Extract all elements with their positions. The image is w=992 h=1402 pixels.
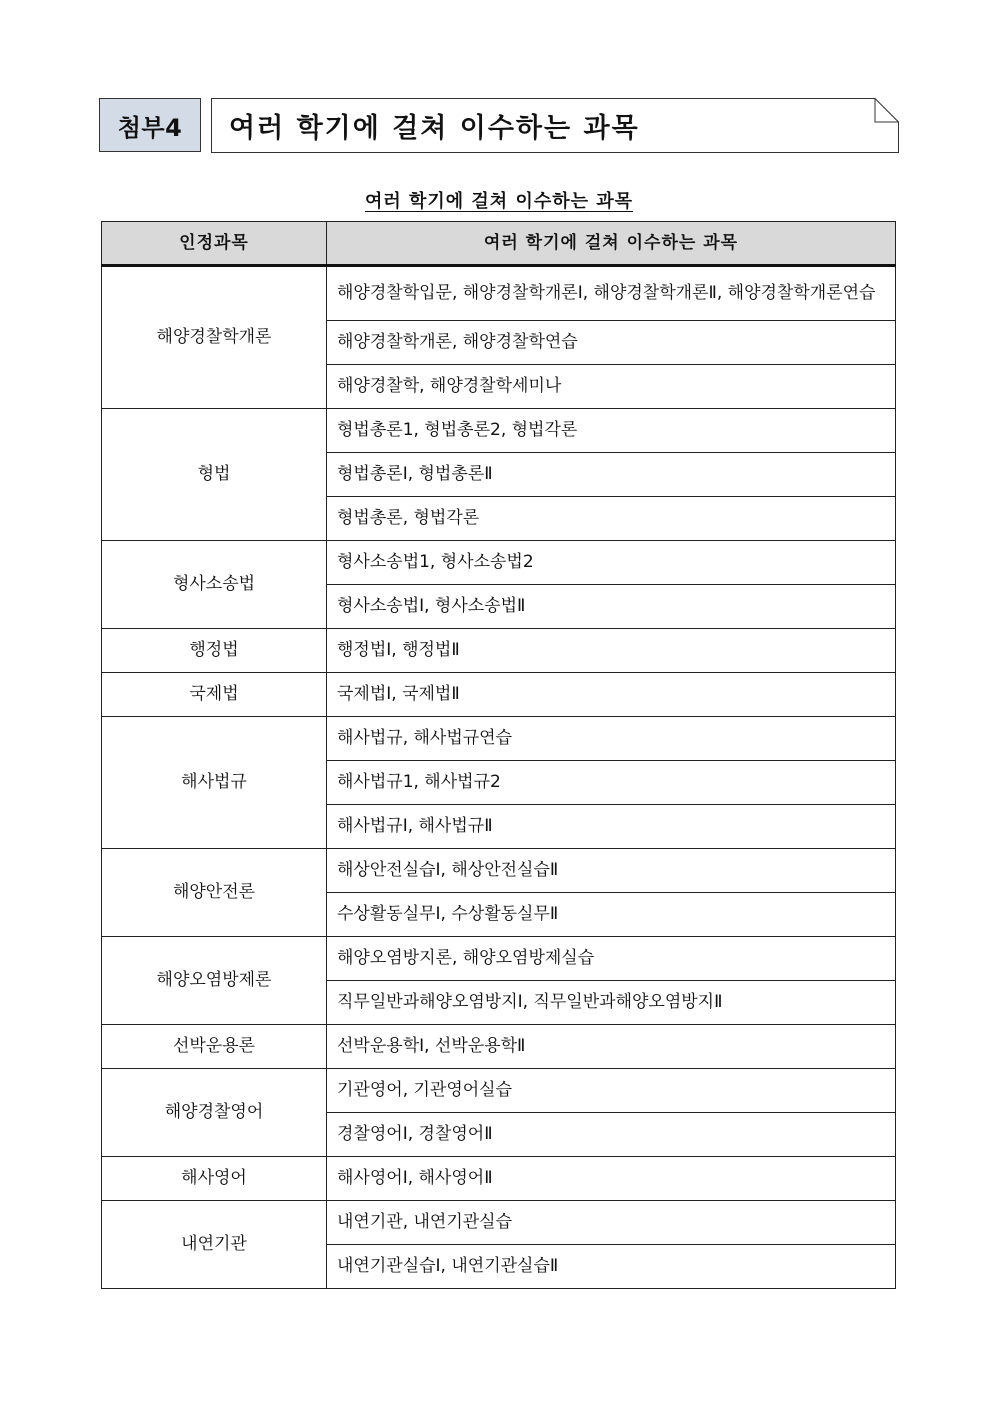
subject-cell: 기관영어, 기관영어실습 [327, 1069, 896, 1113]
category-cell: 국제법 [102, 673, 327, 717]
subject-cell: 형사소송법1, 형사소송법2 [327, 541, 896, 585]
category-cell: 형법 [102, 409, 327, 541]
subject-cell: 수상활동실무Ⅰ, 수상활동실무Ⅱ [327, 893, 896, 937]
subject-cell: 형법총론Ⅰ, 형법총론Ⅱ [327, 453, 896, 497]
column-header-multi-semester-subjects: 여러 학기에 걸쳐 이수하는 과목 [327, 222, 896, 266]
table-caption: 여러 학기에 걸쳐 이수하는 과목 [364, 191, 634, 212]
subject-cell: 해양경찰학개론, 해양경찰학연습 [327, 321, 896, 365]
subject-cell: 해양경찰학, 해양경찰학세미나 [327, 365, 896, 409]
subject-cell: 직무일반과해양오염방지Ⅰ, 직무일반과해양오염방지Ⅱ [327, 981, 896, 1025]
table-row [102, 937, 896, 981]
category-cell: 해양경찰영어 [102, 1069, 327, 1157]
category-cell: 해양경찰학개론 [102, 266, 327, 409]
subject-cell: 해양오염방지론, 해양오염방제실습 [327, 937, 896, 981]
subject-cell: 해사법규1, 해사법규2 [327, 761, 896, 805]
category-cell: 선박운용론 [102, 1025, 327, 1069]
page-title-box [211, 98, 899, 153]
subject-cell: 경찰영어Ⅰ, 경찰영어Ⅱ [327, 1113, 896, 1157]
page-title: 여러 학기에 걸쳐 이수하는 과목 [229, 113, 640, 144]
table-row [102, 629, 896, 673]
table-row [102, 266, 896, 321]
subject-cell: 형법총론, 형법각론 [327, 497, 896, 541]
category-cell: 해양오염방제론 [102, 937, 327, 1025]
subject-cell: 내연기관실습Ⅰ, 내연기관실습Ⅱ [327, 1245, 896, 1289]
table-row [102, 1025, 896, 1069]
table-row [102, 541, 896, 585]
table-row [102, 717, 896, 761]
subject-cell: 형사소송법Ⅰ, 형사소송법Ⅱ [327, 585, 896, 629]
table-row [102, 1069, 896, 1113]
subject-cell: 해상안전실습Ⅰ, 해상안전실습Ⅱ [327, 849, 896, 893]
subject-cell: 국제법Ⅰ, 국제법Ⅱ [327, 673, 896, 717]
category-cell: 행정법 [102, 629, 327, 673]
table-row [102, 409, 896, 453]
category-cell: 형사소송법 [102, 541, 327, 629]
category-cell: 내연기관 [102, 1201, 327, 1289]
courses-table [101, 221, 896, 1289]
attachment-tag [99, 98, 201, 152]
table-row [102, 1201, 896, 1245]
subject-cell: 행정법Ⅰ, 행정법Ⅱ [327, 629, 896, 673]
category-cell: 해양안전론 [102, 849, 327, 937]
table-body [102, 266, 896, 1289]
subject-cell: 해양경찰학입문, 해양경찰학개론Ⅰ, 해양경찰학개론Ⅱ, 해양경찰학개론연습 [327, 266, 896, 321]
category-cell: 해사영어 [102, 1157, 327, 1201]
subject-cell: 형법총론1, 형법총론2, 형법각론 [327, 409, 896, 453]
table-row [102, 1157, 896, 1201]
table-row [102, 849, 896, 893]
subject-cell: 내연기관, 내연기관실습 [327, 1201, 896, 1245]
category-cell: 해사법규 [102, 717, 327, 849]
table-row [102, 673, 896, 717]
table-header-row [102, 222, 896, 266]
subject-cell: 해사법규, 해사법규연습 [327, 717, 896, 761]
subject-cell: 선박운용학Ⅰ, 선박운용학Ⅱ [327, 1025, 896, 1069]
subject-cell: 해사영어Ⅰ, 해사영어Ⅱ [327, 1157, 896, 1201]
subject-cell: 해사법규Ⅰ, 해사법규Ⅱ [327, 805, 896, 849]
attachment-tag-label: 첨부4 [117, 113, 183, 142]
column-header-recognized-subject: 인정과목 [102, 222, 327, 266]
